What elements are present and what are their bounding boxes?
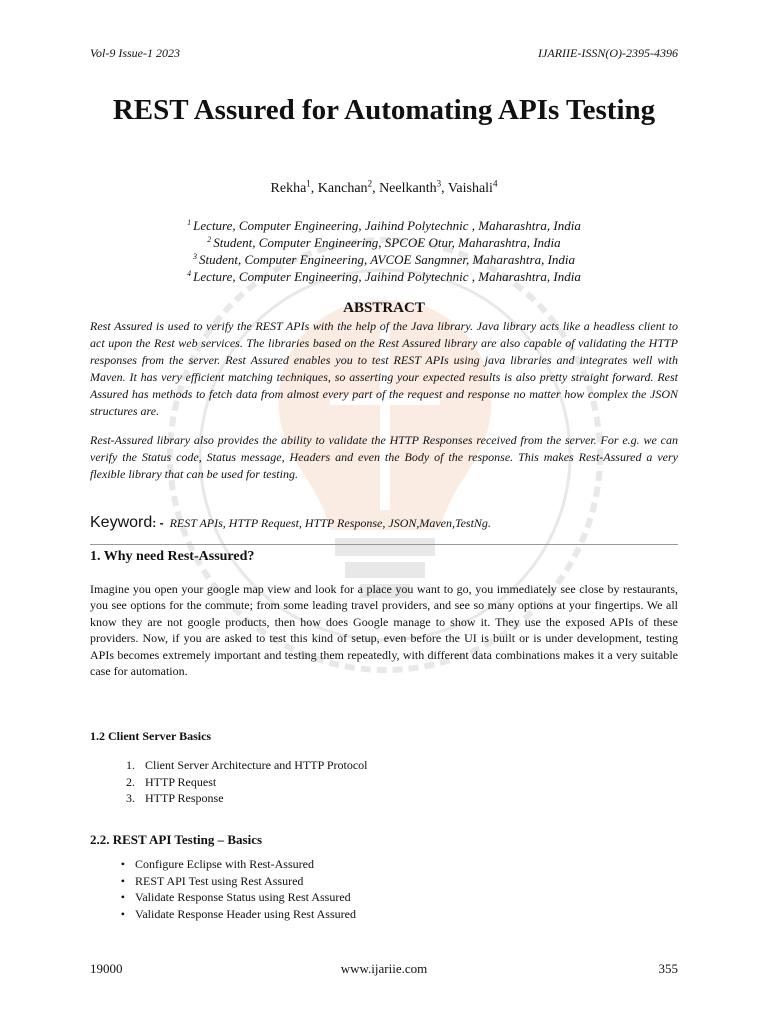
abstract-paragraph-1: Rest Assured is used to verify the REST APIs with the help of the Java library. Java library acts like a headless client to act upon the Rest web services. The libraries based on the Rest Assured library are also capable of validating the HTTP responses from the server. Rest Assured enables you to test REST APIs using java libraries and integrates well with Maven. It has very efficient matching techniques, so asserting your expected results is also pretty straight forward. Rest Assured has methods to fetch data from almost every part of the request and response no matter how complex the JSON structures are. — [90, 319, 678, 418]
author-name: Kanchan — [317, 181, 368, 196]
affiliation-marker: 2 — [207, 234, 212, 244]
section-1-body: Imagine you open your google map view and look for a place you want to go, you immediately see close by restaurants, you see options for the commute; from some leading travel providers, and see so many options at your fingertips. We all know they are not google products, then how does Google manage to show it. They use the exposed APIs of these providers. Now, if you are asked to test this kind of setup, even before the UI is built or is under development, testing APIs becomes extremely important and testing them repeatedly, with different data combinations makes it a very suitable case for automation. — [90, 582, 678, 679]
affiliation-text: Lecture, Computer Engineering, Jaihind Polytechnic , Maharashtra, India — [193, 269, 581, 284]
author-name: Vaishali — [447, 181, 493, 196]
section-2-2-heading: 2.2. REST API Testing – Basics — [90, 832, 263, 847]
section-1-heading: 1. Why need Rest-Assured? — [90, 549, 255, 564]
list-number: 1. — [126, 758, 135, 772]
list-text: Configure Eclipse with Rest-Assured — [135, 857, 314, 871]
affiliation-marker: 3 — [192, 251, 197, 261]
list-item — [90, 790, 368, 807]
affiliation-line — [0, 217, 768, 234]
affiliation-list — [0, 217, 768, 285]
keyword-separator: : - — [152, 516, 164, 530]
affiliation-text: Student, Computer Engineering, AVCOE Sangmner, Maharashtra, India — [198, 252, 576, 267]
running-header-issn: IJARIIE-ISSN(O)-2395-4396 — [538, 46, 678, 60]
footer-paper-id: 19000 — [90, 961, 123, 976]
bullet-icon: • — [120, 907, 125, 922]
author-list — [0, 178, 768, 197]
bullet-icon: • — [120, 873, 125, 888]
keyword-text: REST APIs, HTTP Request, HTTP Response, JSON,Maven,TestNg. — [169, 516, 491, 530]
list-text: Validate Response Header using Rest Assured — [135, 907, 356, 922]
list-number: 3. — [126, 791, 135, 805]
list-item — [90, 856, 356, 873]
author-separator: , — [372, 181, 380, 196]
list-number: 2. — [126, 774, 135, 789]
bullet-icon: • — [120, 890, 125, 905]
author-affiliation-marker: 2 — [367, 178, 373, 189]
author-name: Rekha — [270, 181, 307, 196]
author-affiliation-marker: 3 — [436, 178, 442, 189]
section-1-2-heading: 1.2 Client Server Basics — [90, 729, 212, 743]
list-item — [90, 873, 356, 890]
author-name: Neelkanth — [379, 181, 437, 196]
affiliation-marker: 1 — [187, 217, 192, 227]
bullet-icon: • — [120, 857, 125, 871]
list-item — [90, 757, 368, 774]
footer-page-number: 355 — [658, 961, 678, 976]
client-server-list — [90, 757, 368, 807]
list-text: REST API Test using Rest Assured — [135, 873, 304, 888]
affiliation-text: Student, Computer Engineering, SPCOE Otur, Maharashtra, India — [213, 235, 561, 250]
affiliation-marker: 4 — [187, 268, 192, 278]
affiliation-text: Lecture, Computer Engineering, Jaihind Polytechnic , Maharashtra, India — [193, 218, 581, 233]
keyword-label: Keyword — [90, 514, 153, 531]
list-text: HTTP Response — [145, 791, 224, 805]
rest-api-basics-list — [90, 856, 356, 923]
footer-website-link[interactable]: www.ijariie.com — [340, 961, 428, 976]
abstract-heading: ABSTRACT — [343, 300, 425, 316]
affiliation-line — [0, 251, 768, 268]
affiliation-line — [0, 234, 768, 251]
paper-title: REST Assured for Automating APIs Testing — [112, 94, 656, 126]
list-item — [90, 889, 356, 906]
list-item — [90, 906, 356, 923]
list-text: HTTP Request — [145, 774, 217, 789]
list-item — [90, 774, 368, 791]
list-text: Client Server Architecture and HTTP Protocol — [145, 758, 368, 772]
abstract-paragraph-2: Rest-Assured library also provides the ability to validate the HTTP Responses received from the server. For e.g. we can verify the Status code, Status message, Headers and even the Body of the response. This makes Rest-Assured a very flexible library that can be used for testing. — [90, 433, 678, 481]
section-divider — [90, 544, 678, 545]
running-header-volume: Vol-9 Issue-1 2023 — [90, 46, 180, 60]
author-affiliation-marker: 4 — [492, 178, 498, 189]
list-text: Validate Response Status using Rest Assured — [135, 890, 351, 905]
keywords — [90, 514, 491, 532]
author-separator: , — [310, 181, 318, 196]
author-separator: , — [441, 181, 448, 196]
author-affiliation-marker: 1 — [306, 178, 311, 189]
affiliation-line — [0, 268, 768, 285]
